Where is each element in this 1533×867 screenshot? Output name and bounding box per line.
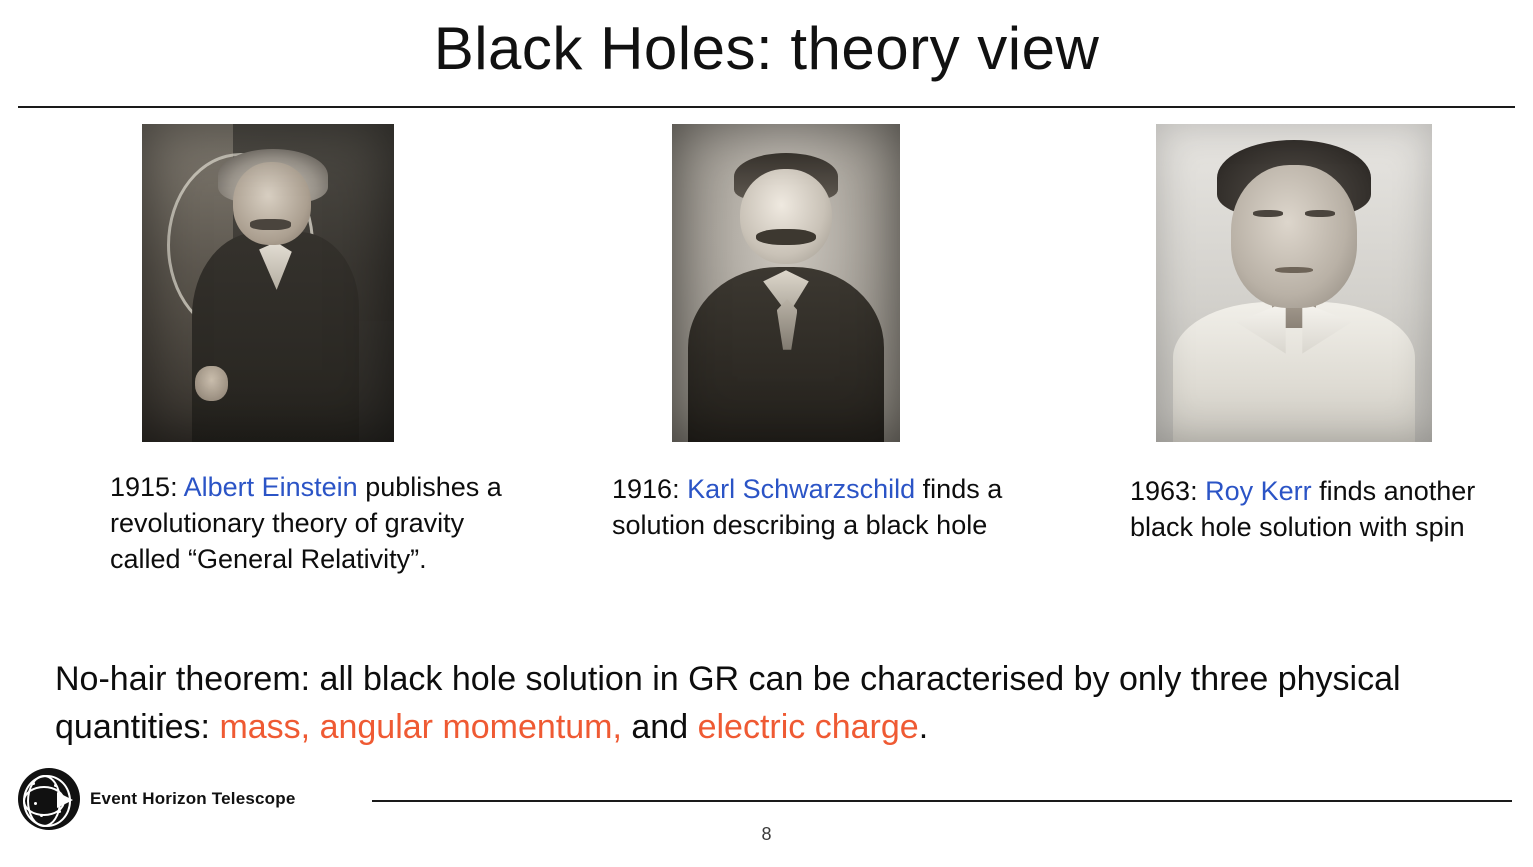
caption-year: 1915:	[110, 472, 178, 502]
caption-year: 1963:	[1130, 476, 1198, 506]
theorem-highlight-two: electric charge	[697, 708, 919, 747]
person-name-link[interactable]: Albert Einstein	[183, 472, 358, 502]
columns-container	[0, 124, 1533, 644]
column-einstein	[100, 124, 530, 578]
person-name-link[interactable]: Roy Kerr	[1205, 476, 1312, 506]
no-hair-theorem-text	[55, 655, 1505, 752]
portrait-karl-schwarzschild-image	[672, 124, 900, 442]
footer-logo	[18, 768, 296, 830]
caption-text: finds a solution describing a black hole	[612, 474, 1003, 540]
portrait-albert-einstein-image	[142, 124, 394, 442]
theorem-lead: No-hair theorem: all black hole solution in GR can be characterised by only three physical quantities:	[55, 660, 1401, 747]
title-divider	[18, 106, 1515, 108]
caption-text: publishes a revolutionary theory of gravity called “General Relativity”.	[110, 472, 502, 574]
caption-kerr	[1130, 474, 1520, 546]
caption-text: finds another black hole solution with spin	[1130, 476, 1476, 542]
person-name-link[interactable]: Karl Schwarzschild	[687, 474, 916, 504]
footer-divider	[372, 800, 1512, 802]
theorem-tail: .	[918, 708, 929, 747]
eht-logo-text: Event Horizon Telescope	[90, 789, 296, 808]
page-number: 8	[761, 824, 772, 844]
portrait-roy-kerr-image	[1156, 124, 1432, 442]
caption-year: 1916:	[612, 474, 680, 504]
theorem-middle: and	[621, 708, 698, 747]
eht-globe-icon	[18, 768, 80, 830]
column-schwarzschild	[600, 124, 1040, 544]
page-title: Black Holes: theory view	[433, 15, 1100, 82]
caption-schwarzschild	[612, 472, 1042, 544]
caption-einstein	[110, 470, 510, 578]
column-kerr	[1120, 124, 1520, 546]
theorem-highlight-one: mass, angular momentum,	[219, 708, 622, 747]
